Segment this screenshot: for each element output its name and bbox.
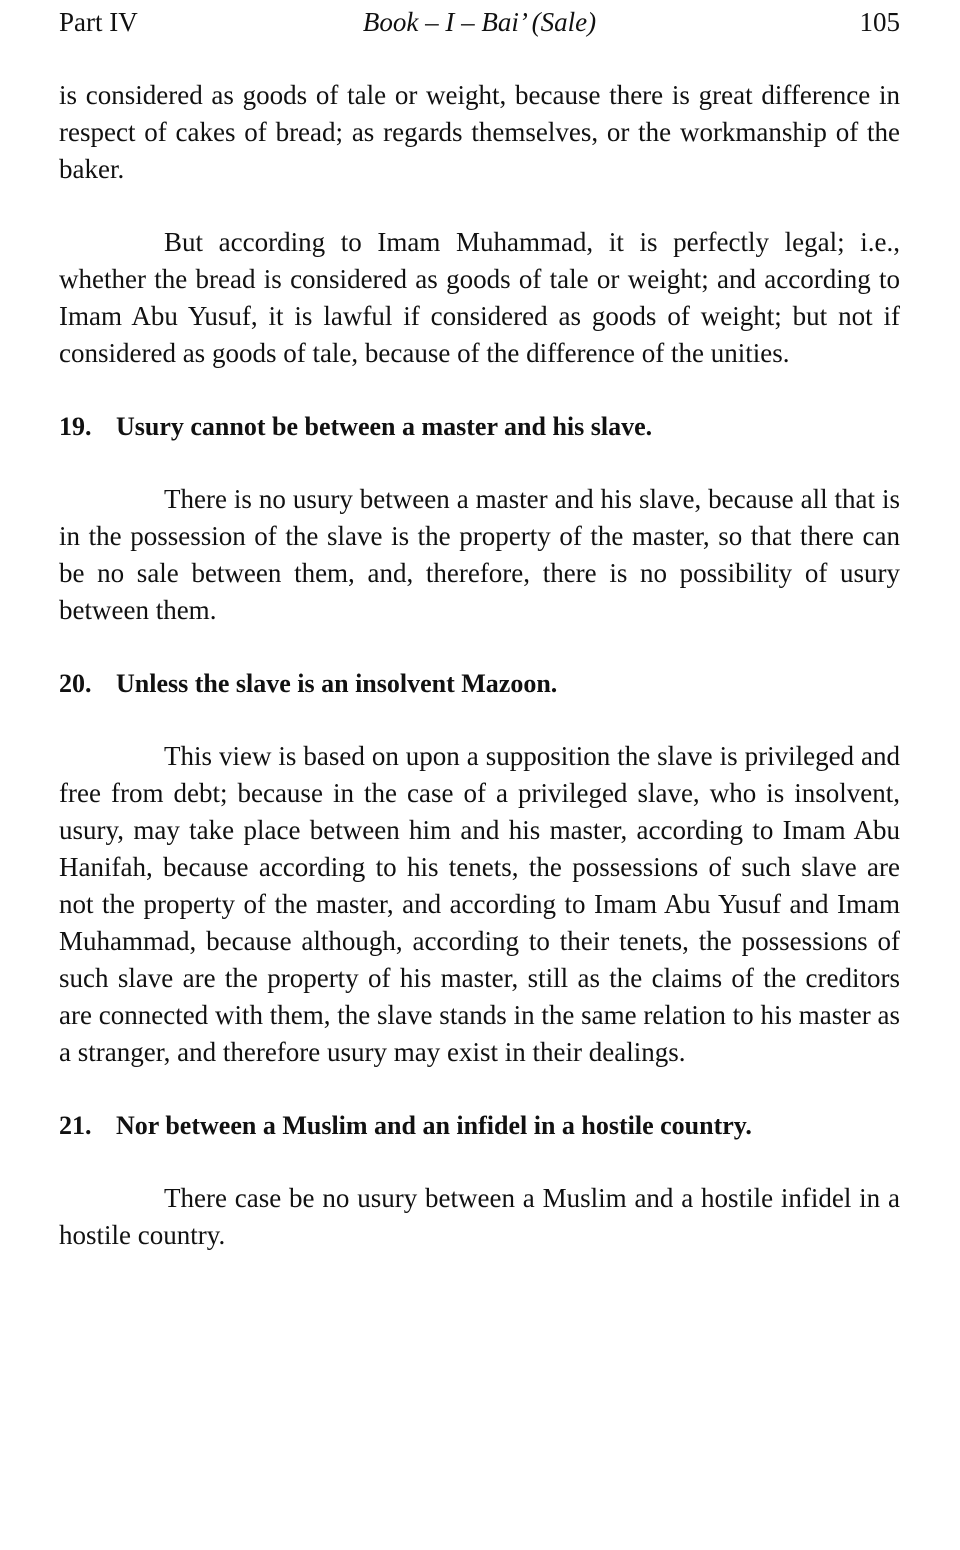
book-title: Book – I – Bai’ (Sale) — [362, 7, 597, 37]
paragraph-continued: is considered as goods of tale or weight, because there is great difference in respect of cakes of bread; as regards themselves, or the workmanship of the baker. — [59, 80, 900, 184]
paragraph-insolvent-mazoon: This view is based on upon a supposition the slave is privileged and free from debt; because in the case of a privileged slave, who is insolvent, usury, may take place between him and his master, according to Imam Abu Hanifah, because according to his tenets, the possessions of such slave are not the property of the master, and according to Imam Abu Yusuf and Imam Muhammad, because although, according to their tenets, the possessions of such slave are the property of his master, still as the claims of the creditors are connected with them, the slave stands in the same relation to his master as a stranger, and therefore usury may exist in their dealings. — [59, 741, 900, 1067]
section-title: Usury cannot be between a master and his slave. — [116, 412, 653, 441]
section-heading-20 — [59, 665, 900, 702]
paragraph-imam-muhammad: But according to Imam Muhammad, it is perfectly legal; i.e., whether the bread is considered as goods of tale or weight; and according to Imam Abu Yusuf, it is lawful if considered as goods of weight; but not if considered as goods of tale, because of the difference of the unities. — [59, 227, 900, 368]
running-header — [59, 0, 900, 44]
section-title: Unless the slave is an insolvent Mazoon. — [116, 669, 558, 698]
book-page — [59, 0, 900, 1254]
section-heading-21 — [59, 1107, 900, 1144]
paragraph-muslim-infidel: There case be no usury between a Muslim and a hostile infidel in a hostile country. — [59, 1183, 900, 1250]
section-number: 19. — [59, 412, 92, 441]
page-number: 105 — [859, 7, 900, 37]
section-title: Nor between a Muslim and an infidel in a hostile country. — [116, 1111, 752, 1140]
section-heading-19 — [59, 408, 900, 445]
section-number: 20. — [59, 669, 92, 698]
section-number: 21. — [59, 1111, 92, 1140]
part-label: Part IV — [59, 7, 138, 37]
paragraph-no-usury-master-slave: There is no usury between a master and his slave, because all that is in the possession of the slave is the property of the master, so that there can be no sale between them, and, therefore, there is no possibility of usury between them. — [59, 484, 900, 625]
